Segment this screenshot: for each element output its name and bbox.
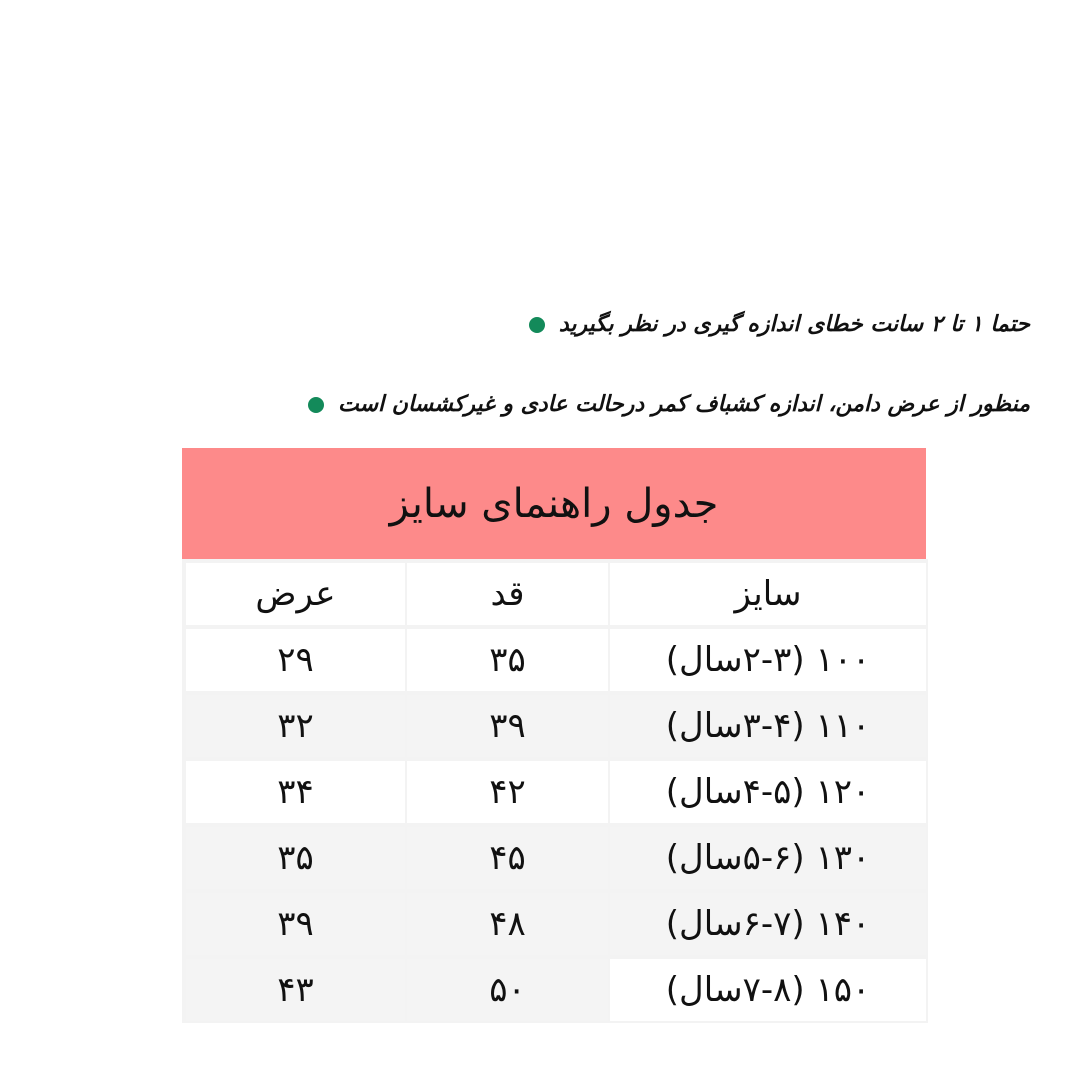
cell-size: ۱۲۰ (۴-۵سال): [610, 761, 926, 823]
size-table: [182, 559, 928, 1023]
cell-size: ۱۳۰ (۵-۶سال): [610, 827, 926, 889]
bullet-icon: [308, 397, 324, 413]
bullet-icon: [529, 317, 545, 333]
header-width: عرض: [186, 563, 405, 625]
table-row: [182, 625, 928, 691]
table-row: [182, 691, 928, 757]
table-row: [182, 889, 928, 955]
cell-width: ۳۴: [186, 761, 405, 823]
table-row: [182, 955, 928, 1021]
table-title: جدول راهنمای سایز: [389, 480, 719, 527]
cell-size: ۱۰۰ (۲-۳سال): [610, 629, 926, 691]
note-text: حتما ۱ تا ۲ سانت خطای اندازه گیری در نظر بگیرید: [558, 312, 1030, 337]
cell-height: ۵۰: [407, 959, 608, 1021]
note-text: منظور از عرض دامن، اندازه کشباف کمر درحالت عادی و غیرکشسان است: [338, 392, 1030, 417]
table-row: [182, 823, 928, 889]
header-height: قد: [407, 563, 608, 625]
cell-size: ۱۴۰ (۶-۷سال): [610, 893, 926, 955]
cell-height: ۴۸: [407, 893, 608, 955]
note-width-definition: [308, 392, 1030, 417]
cell-height: ۳۵: [407, 629, 608, 691]
table-header-row: [182, 559, 928, 625]
cell-size: ۱۱۰ (۳-۴سال): [610, 695, 926, 757]
cell-width: ۳۲: [186, 695, 405, 757]
cell-height: ۴۲: [407, 761, 608, 823]
table-title-bar: [182, 448, 926, 559]
table-row: [182, 757, 928, 823]
cell-width: ۴۳: [186, 959, 405, 1021]
cell-height: ۳۹: [407, 695, 608, 757]
header-size: سایز: [610, 563, 926, 625]
cell-width: ۲۹: [186, 629, 405, 691]
cell-size: ۱۵۰ (۷-۸سال): [610, 959, 926, 1021]
cell-width: ۳۵: [186, 827, 405, 889]
cell-height: ۴۵: [407, 827, 608, 889]
cell-width: ۳۹: [186, 893, 405, 955]
note-measurement-error: [529, 312, 1030, 337]
